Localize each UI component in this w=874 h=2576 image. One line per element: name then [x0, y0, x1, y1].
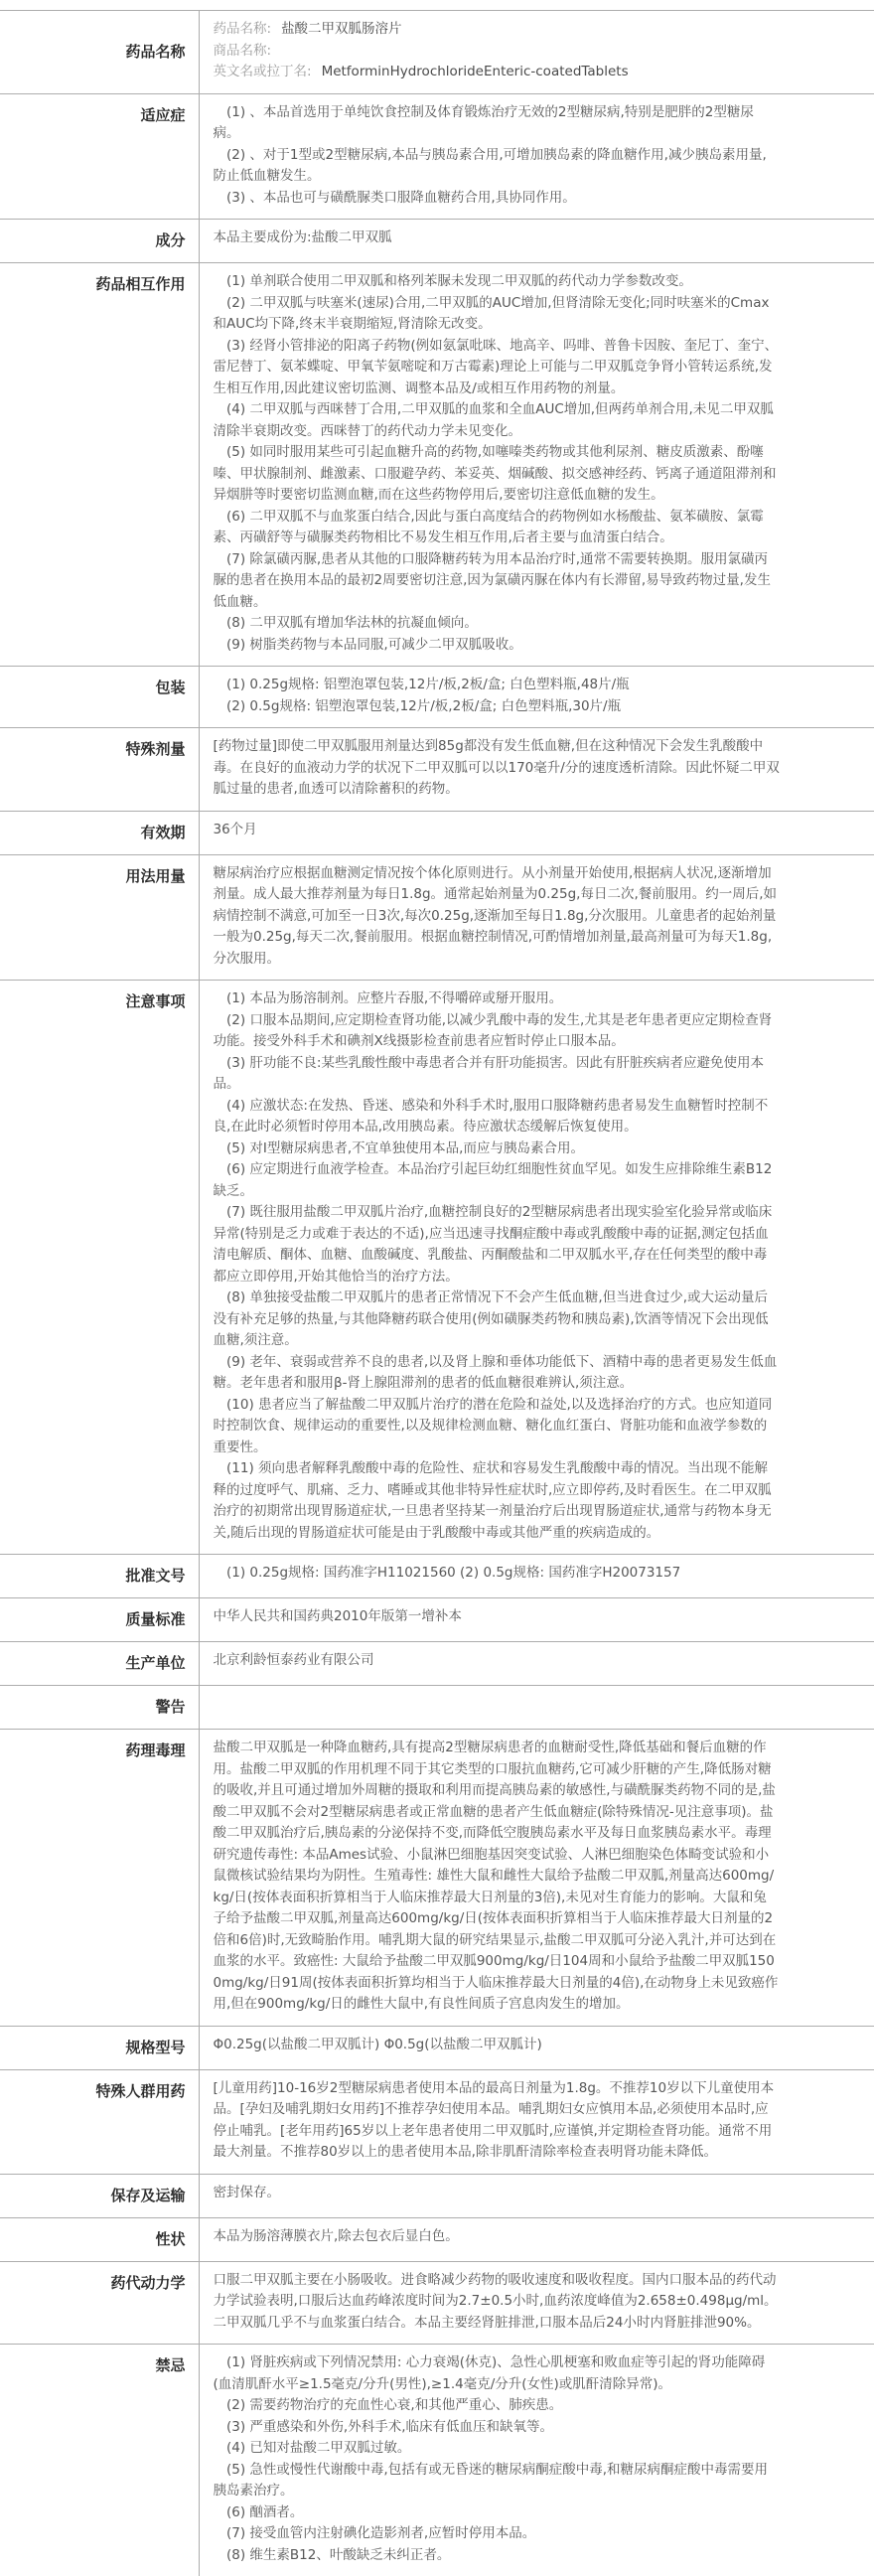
- paragraph: 盐酸二甲双胍是一种降血糖药,具有提高2型糖尿病患者的血糖耐受性,降低基础和餐后血糖的作用。盐酸二甲双胍的作用机理不同于其它类型的口服抗血糖药,它可减少肝糖的产生,降低肠对糖的吸收,并且可通过增加外周糖的摄取和利用而提高胰岛素的敏感性,与磺酰脲类药物不同的是,盐酸二甲双胍不会对2型糖尿病患者或正常血糖的患者产生低血糖症(除特殊情况-见注意事项)。盐酸二甲双胍治疗后,胰岛素的分泌保持不变,而降低空腹胰岛素水平及每日血浆胰岛素水平。毒理研究遗传毒性: 本品Ames试验、小鼠淋巴细胞基因突变试验、人淋巴细胞染色体畸变试验和小鼠微核试验结果均为阴性。生殖毒性: 雄性大鼠和雌性大鼠给予盐酸二甲双胍,剂量高达600mg/kg/日(按体表面积折算相当于人临床推荐最大日剂量的3倍),未见对生育能力的影响。大鼠和兔子给予盐酸二甲双胍,剂量高达600mg/kg/日(按体表面积折算相当于人临床推荐最大日剂量的2倍和6倍)时,无致畸胎作用。哺乳期大鼠的研究结果显示,盐酸二甲双胍可分泌入乳汁,并可达到在血浆的水平。致癌性: 大鼠给予盐酸二甲双胍900mg/kg/日104周和小鼠给予盐酸二甲双胍1500mg/kg/日91周(按体表面积折算均相当于人临床推荐最大日剂量的4倍),在动物身上未见致癌作用,但在900mg/kg/日的雌性大鼠中,有良性间质子宫息肉发生的增加。: [214, 1738, 781, 2016]
- paragraph: (8) 单独接受盐酸二甲双胍片的患者正常情况下不会产生低血糖,但当进食过少,或大运动量后没有补充足够的热量,与其他降糖药联合使用(例如磺脲类药物和胰岛素),饮酒等情况下会出现低血糖,须注意。: [214, 1288, 781, 1352]
- paragraph: (9) 树脂类药物与本品同服,可减少二甲双胍吸收。: [214, 635, 781, 657]
- paragraph: (2) 二甲双胍与呋塞米(速尿)合用,二甲双胍的AUC增加,但肾清除无变化;同时呋塞米的Cmax和AUC均下降,终末半衰期缩短,肾清除无改变。: [214, 293, 781, 336]
- paragraph: (11) 须向患者解释乳酸酸中毒的危险性、症状和容易发生乳酸酸中毒的情况。当出现不能解释的过度呼气、肌痛、乏力、嗜睡或其他非特异性症状时,应立即停药,及时看医生。在二甲双胍治疗的初期常出现胃肠道症状,一旦患者坚持某一剂量治疗后出现胃肠道症状,通常与药物本身无关,随后出现的胃肠道症状可能是由于乳酸酸中毒或其他严重的疾病造成的。: [214, 1458, 781, 1544]
- row-label: 药代动力学: [0, 2261, 199, 2345]
- row-content: [199, 667, 874, 728]
- row-content: [199, 728, 874, 812]
- name-field-line: [214, 41, 781, 63]
- table-row: [0, 263, 874, 667]
- paragraph: (4) 已知对盐酸二甲双胍过敏。: [214, 2438, 781, 2460]
- table-row: [0, 2026, 874, 2069]
- row-content: [199, 220, 874, 263]
- paragraph: [药物过量]即使二甲双胍服用剂量达到85g都没有发生低血糖,但在这种情况下会发生乳酸酸中毒。在良好的血液动力学的状况下二甲双胍可以以170毫升/分的速度透析清除。因此怀疑二甲双胍过量的患者,血透可以清除蓄积的药物。: [214, 736, 781, 801]
- row-content: [199, 1598, 874, 1642]
- paragraph: Φ0.25g(以盐酸二甲双胍计) Φ0.5g(以盐酸二甲双胍计): [214, 2035, 781, 2056]
- paragraph: (6) 二甲双胍不与血浆蛋白结合,因此与蛋白高度结合的药物例如水杨酸盐、氨苯磺胺、氯霉素、丙磺舒等与磺脲类药物相比不易发生相互作用,后者主要与血清蛋白结合。: [214, 507, 781, 549]
- paragraph: (1) 肾脏疾病或下列情况禁用: 心力衰竭(休克)、急性心肌梗塞和败血症等引起的肾功能障碍(血清肌酐水平≥1.5毫克/分升(男性),≥1.4毫克/分升(女性)或肌酐清除异常)。: [214, 2352, 781, 2395]
- table-row: [0, 728, 874, 812]
- row-content: [199, 263, 874, 667]
- table-row: [0, 1730, 874, 2027]
- row-content: [199, 11, 874, 94]
- name-field-line: [214, 62, 781, 83]
- paragraph: (7) 既往服用盐酸二甲双胍片治疗,血糖控制良好的2型糖尿病患者出现实验室化验异常或临床异常(特别是乏力或难于表达的不适),应当迅速寻找酮症酸中毒或乳酸酸中毒的证据,测定包括血清电解质、酮体、血糖、血酸碱度、乳酸盐、丙酮酸盐和二甲双胍水平,存在任何类型的酸中毒都应立即停用,开始其他恰当的治疗方法。: [214, 1202, 781, 1288]
- row-content: [199, 1555, 874, 1598]
- paragraph: (3) 、本品也可与磺酰脲类口服降血糖药合用,具协同作用。: [214, 188, 781, 210]
- table-row: [0, 93, 874, 220]
- row-label: 用法用量: [0, 854, 199, 981]
- row-content: [199, 2069, 874, 2174]
- paragraph: (10) 患者应当了解盐酸二甲双胍片治疗的潜在危险和益处,以及选择治疗的方式。也应知道同时控制饮食、规律运动的重要性,以及规律检测血糖、糖化血红蛋白、肾脏功能和血液学参数的重要性。: [214, 1395, 781, 1459]
- paragraph: (1) 单剂联合使用二甲双胍和格列苯脲未发现二甲双胍的药代动力学参数改变。: [214, 271, 781, 293]
- paragraph: 糖尿病治疗应根据血糖测定情况按个体化原则进行。从小剂量开始使用,根据病人状况,逐渐增加剂量。成人最大推荐剂量为每日1.8g。通常起始剂量为0.25g,每日二次,餐前服用。约一周后,如病情控制不满意,可加至一日3次,每次0.25g,逐渐加至每日1.8g,分次服用。儿童患者的起始剂量一般为0.25g,每天二次,餐前服用。根据血糖控制情况,可酌情增加剂量,最高剂量可为每天1.8g,分次服用。: [214, 863, 781, 971]
- row-label: 药品相互作用: [0, 263, 199, 667]
- table-row: [0, 811, 874, 854]
- field-key: 药品名称:: [214, 21, 282, 37]
- row-label: 特殊剂量: [0, 728, 199, 812]
- row-content: [199, 2026, 874, 2069]
- row-content: [199, 1730, 874, 2027]
- row-content: [199, 1642, 874, 1686]
- field-key: 英文名或拉丁名:: [214, 64, 322, 79]
- row-label: 生产单位: [0, 1642, 199, 1686]
- paragraph: (1) 本品为肠溶制剂。应整片吞服,不得嚼碎或掰开服用。: [214, 988, 781, 1010]
- paragraph: 36个月: [214, 820, 781, 841]
- paragraph: (1) 0.25g规格: 国药准字H11021560 (2) 0.5g规格: 国药准字H20073157: [214, 1563, 781, 1585]
- paragraph: (8) 二甲双胍有增加华法林的抗凝血倾向。: [214, 613, 781, 635]
- table-row: [0, 2174, 874, 2217]
- row-label: 禁忌: [0, 2345, 199, 2576]
- row-label: 注意事项: [0, 981, 199, 1555]
- table-row: [0, 667, 874, 728]
- paragraph: (3) 严重感染和外伤,外科手术,临床有低血压和缺氧等。: [214, 2417, 781, 2439]
- table-row: [0, 220, 874, 263]
- name-field-line: [214, 19, 781, 41]
- table-row: [0, 1642, 874, 1686]
- row-content: [199, 1686, 874, 1730]
- paragraph: (2) 0.5g规格: 铝塑泡罩包装,12片/板,2板/盒; 白色塑料瓶,30片/瓶: [214, 696, 781, 718]
- paragraph: (7) 接受血管内注射碘化造影剂者,应暂时停用本品。: [214, 2523, 781, 2545]
- row-content: [199, 811, 874, 854]
- table-row: [0, 11, 874, 94]
- paragraph: 本品为肠溶薄膜衣片,除去包衣后显白色。: [214, 2226, 781, 2248]
- paragraph: 密封保存。: [214, 2183, 781, 2204]
- row-content: [199, 854, 874, 981]
- row-label: 特殊人群用药: [0, 2069, 199, 2174]
- row-content: [199, 981, 874, 1555]
- table-row: [0, 981, 874, 1555]
- paragraph: [儿童用药]10-16岁2型糖尿病患者使用本品的最高日剂量为1.8g。不推荐10岁以下儿童使用本品。[孕妇及哺乳期妇女用药]不推荐孕妇使用本品。哺乳期妇女应慎用本品,必须使用本品时,应停止哺乳。[老年用药]65岁以上老年患者使用二甲双胍时,应谨慎,并定期检查肾功能。通常不用最大剂量。不推荐80岁以上的患者使用本品,除非肌酐清除率检查表明肾功能未降低。: [214, 2078, 781, 2164]
- row-label: 质量标准: [0, 1598, 199, 1642]
- row-label: 保存及运输: [0, 2174, 199, 2217]
- paragraph: (3) 肝功能不良:某些乳酸性酸中毒患者合并有肝功能损害。因此有肝脏疾病者应避免使用本品。: [214, 1053, 781, 1096]
- table-row: [0, 854, 874, 981]
- drug-info-table: [0, 10, 874, 2576]
- paragraph: (5) 对I型糖尿病患者,不宜单独使用本品,而应与胰岛素合用。: [214, 1138, 781, 1160]
- paragraph: (1) 0.25g规格: 铝塑泡罩包装,12片/板,2板/盒; 白色塑料瓶,48片/瓶: [214, 675, 781, 696]
- paragraph: (4) 应激状态:在发热、昏迷、感染和外科手术时,服用口服降糖药患者易发生血糖暂时控制不良,在此时必须暂时停用本品,改用胰岛素。待应激状态缓解后恢复使用。: [214, 1096, 781, 1138]
- row-label: 药品名称: [0, 11, 199, 94]
- paragraph: 口服二甲双胍主要在小肠吸收。进食略减少药物的吸收速度和吸收程度。国内口服本品的药代动力学试验表明,口服后达血药峰浓度时间为2.7±0.5小时,血药浓度峰值为2.658±0.498μg/ml。二甲双胍几乎不与血浆蛋白结合。本品主要经肾脏排泄,口服本品后24小时内肾脏排泄90%。: [214, 2270, 781, 2335]
- paragraph: (5) 如同时服用某些可引起血糖升高的药物,如噻嗪类药物或其他利尿剂、糖皮质激素、酚噻嗪、甲状腺制剂、雌激素、口服避孕药、苯妥英、烟碱酸、拟交感神经药、钙离子通道阻滞剂和异烟肼等时要密切监测血糖,而在这些药物停用后,要密切注意低血糖的发生。: [214, 442, 781, 507]
- table-row: [0, 1598, 874, 1642]
- table-row: [0, 2345, 874, 2576]
- row-label: 成分: [0, 220, 199, 263]
- row-label: 药理毒理: [0, 1730, 199, 2027]
- row-label: 警告: [0, 1686, 199, 1730]
- table-row: [0, 2261, 874, 2345]
- table-row: [0, 2069, 874, 2174]
- paragraph: (2) 口服本品期间,应定期检查肾功能,以减少乳酸中毒的发生,尤其是老年患者更应定期检查肾功能。接受外科手术和碘剂X线摄影检查前患者应暂时停止口服本品。: [214, 1010, 781, 1053]
- row-label: 性状: [0, 2217, 199, 2261]
- row-label: 批准文号: [0, 1555, 199, 1598]
- paragraph: (5) 急性或慢性代谢酸中毒,包括有或无昏迷的糖尿病酮症酸中毒,和糖尿病酮症酸中毒需要用胰岛素治疗。: [214, 2460, 781, 2502]
- paragraph: 北京利龄恒泰药业有限公司: [214, 1650, 781, 1672]
- row-label: 适应症: [0, 93, 199, 220]
- table-row: [0, 2217, 874, 2261]
- drug-info-table-body: [0, 11, 874, 2576]
- paragraph: (6) 应定期进行血液学检查。本品治疗引起巨幼红细胞性贫血罕见。如发生应排除维生素B12缺乏。: [214, 1159, 781, 1202]
- field-key: 商品名称:: [214, 43, 282, 59]
- row-content: [199, 2261, 874, 2345]
- row-content: [199, 2217, 874, 2261]
- row-content: [199, 93, 874, 220]
- row-label: 包装: [0, 667, 199, 728]
- row-label: 规格型号: [0, 2026, 199, 2069]
- paragraph: (3) 经肾小管排泌的阳离子药物(例如氨氯吡咪、地高辛、吗啡、普鲁卡因胺、奎尼丁、奎宁、雷尼替丁、氨苯蝶啶、甲氧苄氨嘧啶和万古霉素)理论上可能与二甲双胍竞争肾小管转运系统,发生相互作用,因此建议密切监测、调整本品及/或相互作用药物的剂量。: [214, 336, 781, 400]
- table-row: [0, 1686, 874, 1730]
- row-content: [199, 2345, 874, 2576]
- paragraph: (4) 二甲双胍与西咪替丁合用,二甲双胍的血浆和全血AUC增加,但两药单剂合用,未见二甲双胍清除半衰期改变。西咪替丁的药代动力学未见变化。: [214, 399, 781, 442]
- paragraph: (2) 、对于1型或2型糖尿病,本品与胰岛素合用,可增加胰岛素的降血糖作用,减少胰岛素用量,防止低血糖发生。: [214, 145, 781, 188]
- paragraph: (2) 需要药物治疗的充血性心衰,和其他严重心、肺疾患。: [214, 2395, 781, 2417]
- row-label: 有效期: [0, 811, 199, 854]
- field-value: MetforminHydrochlorideEnteric-coatedTablets: [322, 64, 629, 79]
- paragraph: 本品主要成份为:盐酸二甲双胍: [214, 227, 781, 249]
- paragraph: (1) 、本品首选用于单纯饮食控制及体育锻炼治疗无效的2型糖尿病,特别是肥胖的2型糖尿病。: [214, 102, 781, 145]
- paragraph: (8) 维生素B12、叶酸缺乏未纠正者。: [214, 2545, 781, 2567]
- paragraph: (9) 老年、衰弱或营养不良的患者,以及肾上腺和垂体功能低下、酒精中毒的患者更易发生低血糖。老年患者和服用β-肾上腺阻滞剂的患者的低血糖很难辨认,须注意。: [214, 1352, 781, 1395]
- paragraph: (6) 酗酒者。: [214, 2502, 781, 2524]
- table-row: [0, 1555, 874, 1598]
- row-content: [199, 2174, 874, 2217]
- empty-content: [214, 1694, 781, 1716]
- field-value: 盐酸二甲双胍肠溶片: [281, 21, 402, 37]
- paragraph: 中华人民共和国药典2010年版第一增补本: [214, 1606, 781, 1628]
- paragraph: (7) 除氯磺丙脲,患者从其他的口服降糖药转为用本品治疗时,通常不需要转换期。服用氯磺丙脲的患者在换用本品的最初2周要密切注意,因为氯磺丙脲在体内有长滞留,易导致药物过量,发生低血糖。: [214, 549, 781, 614]
